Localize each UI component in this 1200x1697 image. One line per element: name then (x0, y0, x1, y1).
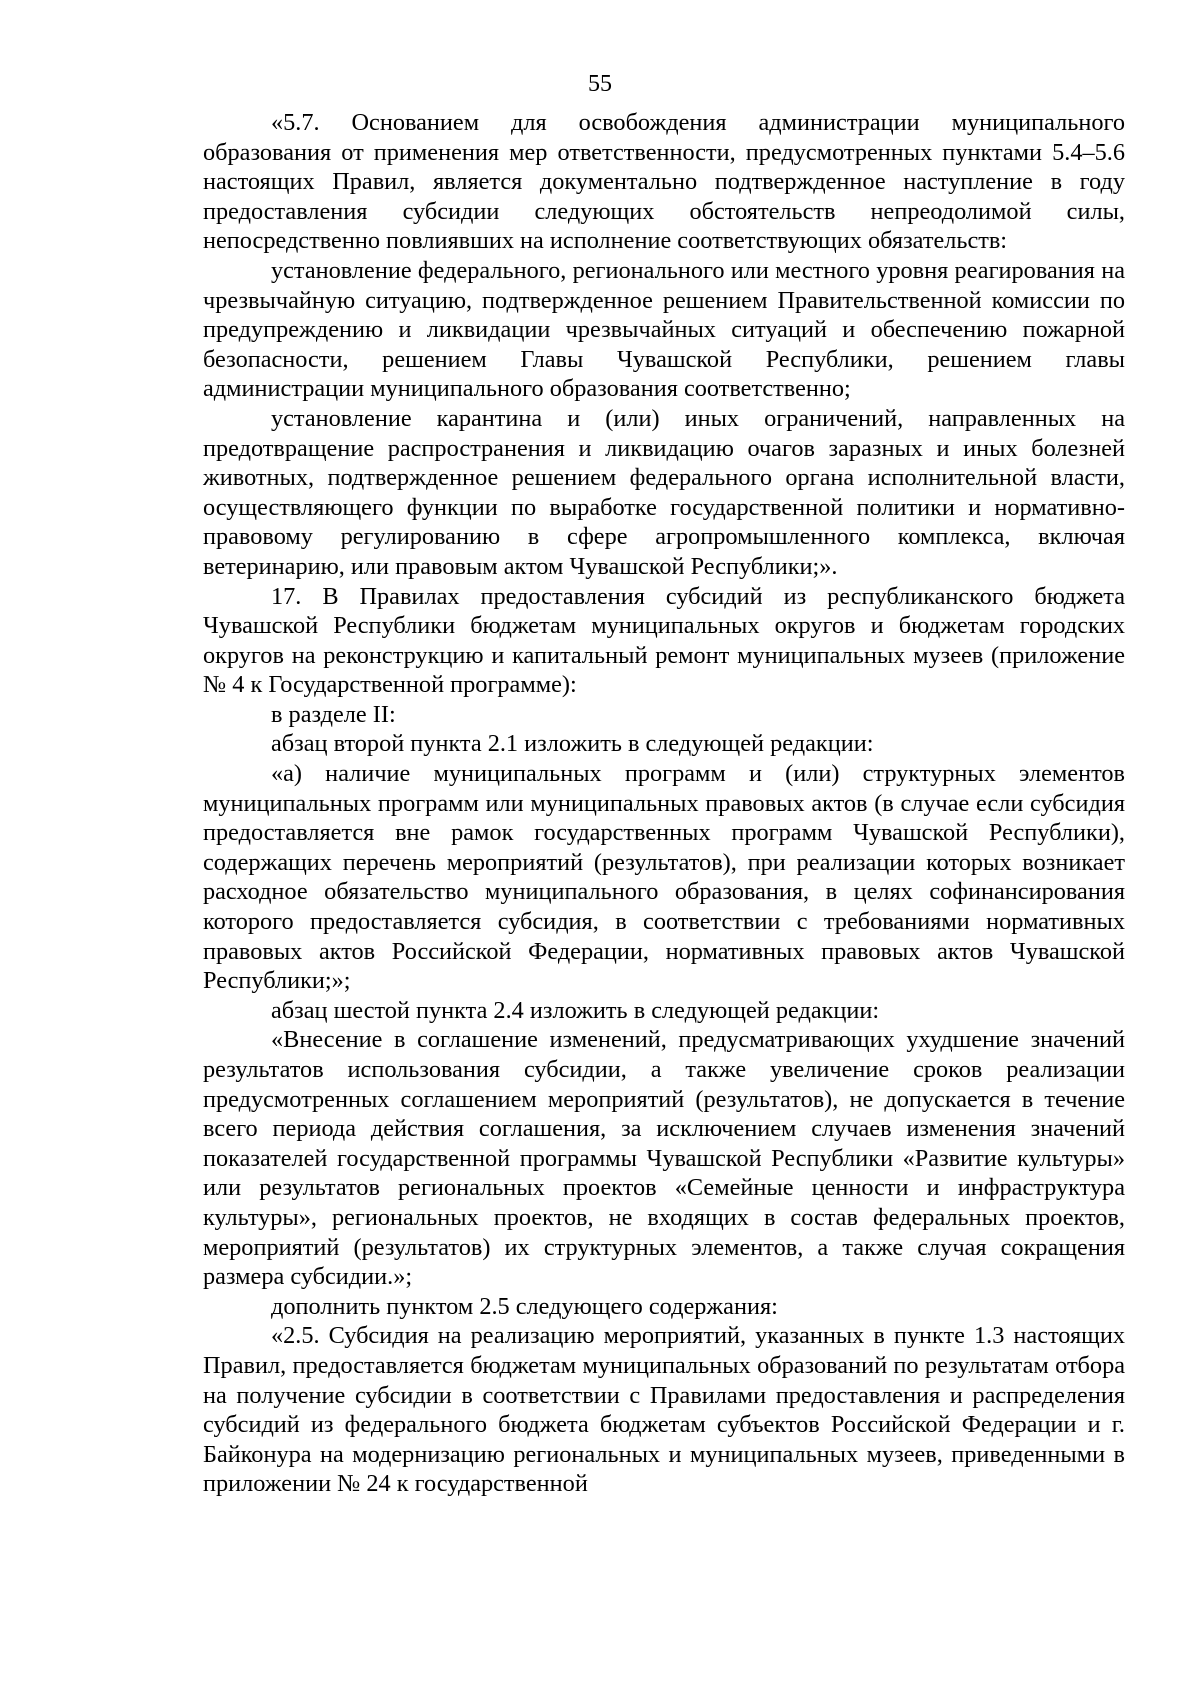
paragraph-section-2: в разделе II: (271, 700, 396, 728)
paragraph-2-1-text: «а) наличие муниципальных программ и (или) структурных элементов муниципальных программ или муниципальных правовых актов (в случае если субсидия предоставляется вне рамок государственных программ Чувашской Республики), содержащих перечень мероприятий (результатов), при реализации которых возникает расходное обязательство муниципального образования, в целях софинансирования которого предоставляется субсидия, в соответствии с требованиями нормативных правовых актов Российской Федерации, нормативных правовых актов Чувашской Республики;»; (203, 760, 1125, 995)
paragraph-2-4-text: «Внесение в соглашение изменений, предусматривающих ухудшение значений результатов использования субсидии, а также увеличение сроков реализации предусмотренных соглашением мероприятий (результатов), не допускается в течение всего периода действия соглашения, за исключением случаев изменения значений показателей государственной программы Чувашской Республики «Развитие культуры» или результатов региональных проектов «Семейные ценности и инфраструктура культуры», региональных проектов, не входящих в состав федеральных проектов, мероприятий (результатов) их структурных элементов, а также случая сокращения размера субсидии.»; (203, 1026, 1125, 1291)
paragraph-2-5-intro: дополнить пунктом 2.5 следующего содержания: (271, 1292, 778, 1320)
paragraph-2-5-text: «2.5. Субсидия на реализацию мероприятий, указанных в пункте 1.3 настоящих Правил, предоставляется бюджетам муниципальных образований по результатам отбора на получение субсидии в соответствии с Правилами предоставления и распределения субсидий из федерального бюджета бюджетам субъектов Российской Федерации и г. Байконура на модернизацию региональных и муниципальных музеев, приведенными в приложении № 24 к государственной (203, 1322, 1125, 1498)
paragraph-2-4-intro: абзац шестой пункта 2.4 изложить в следующей редакции: (271, 996, 880, 1024)
paragraph-5-7: «5.7. Основанием для освобождения администрации муниципального образования от применения мер ответственности, предусмотренных пунктами 5.4–5.6 настоящих Правил, является документально подтвержденное наступление в году предоставления субсидии следующих обстоятельств непреодолимой силы, непосредственно повлиявших на исполнение соответствующих обязательств: (203, 109, 1125, 255)
paragraph-17: 17. В Правилах предоставления субсидий из республиканского бюджета Чувашской Республики бюджетам муниципальных округов и бюджетам городских округов на реконструкцию и капитальный ремонт муниципальных музеев (приложение № 4 к Государственной программе): (203, 582, 1125, 699)
paragraph-2-1-intro: абзац второй пункта 2.1 изложить в следующей редакции: (271, 730, 874, 758)
paragraph-quarantine: установление карантина и (или) иных ограничений, направленных на предотвращение распространения и ликвидацию очагов заразных и иных болезней животных, подтвержденное решением федерального органа исполнительной власти, осуществляющего функции по выработке государственной политики и нормативно-правовому регулированию в сфере агропромышленного комплекса, включая ветеринарию, или правовым актом Чувашской Республики;». (203, 404, 1125, 580)
document-body (203, 108, 1125, 1499)
page-number: 55 (588, 71, 612, 97)
paragraph-emergency: установление федерального, регионального или местного уровня реагирования на чрезвычайную ситуацию, подтвержденное решением Правительственной комиссии по предупреждению и ликвидации чрезвычайных ситуаций и обеспечению пожарной безопасности, решением Главы Чувашской Республики, решением главы администрации муниципального образования соответственно; (203, 256, 1125, 403)
